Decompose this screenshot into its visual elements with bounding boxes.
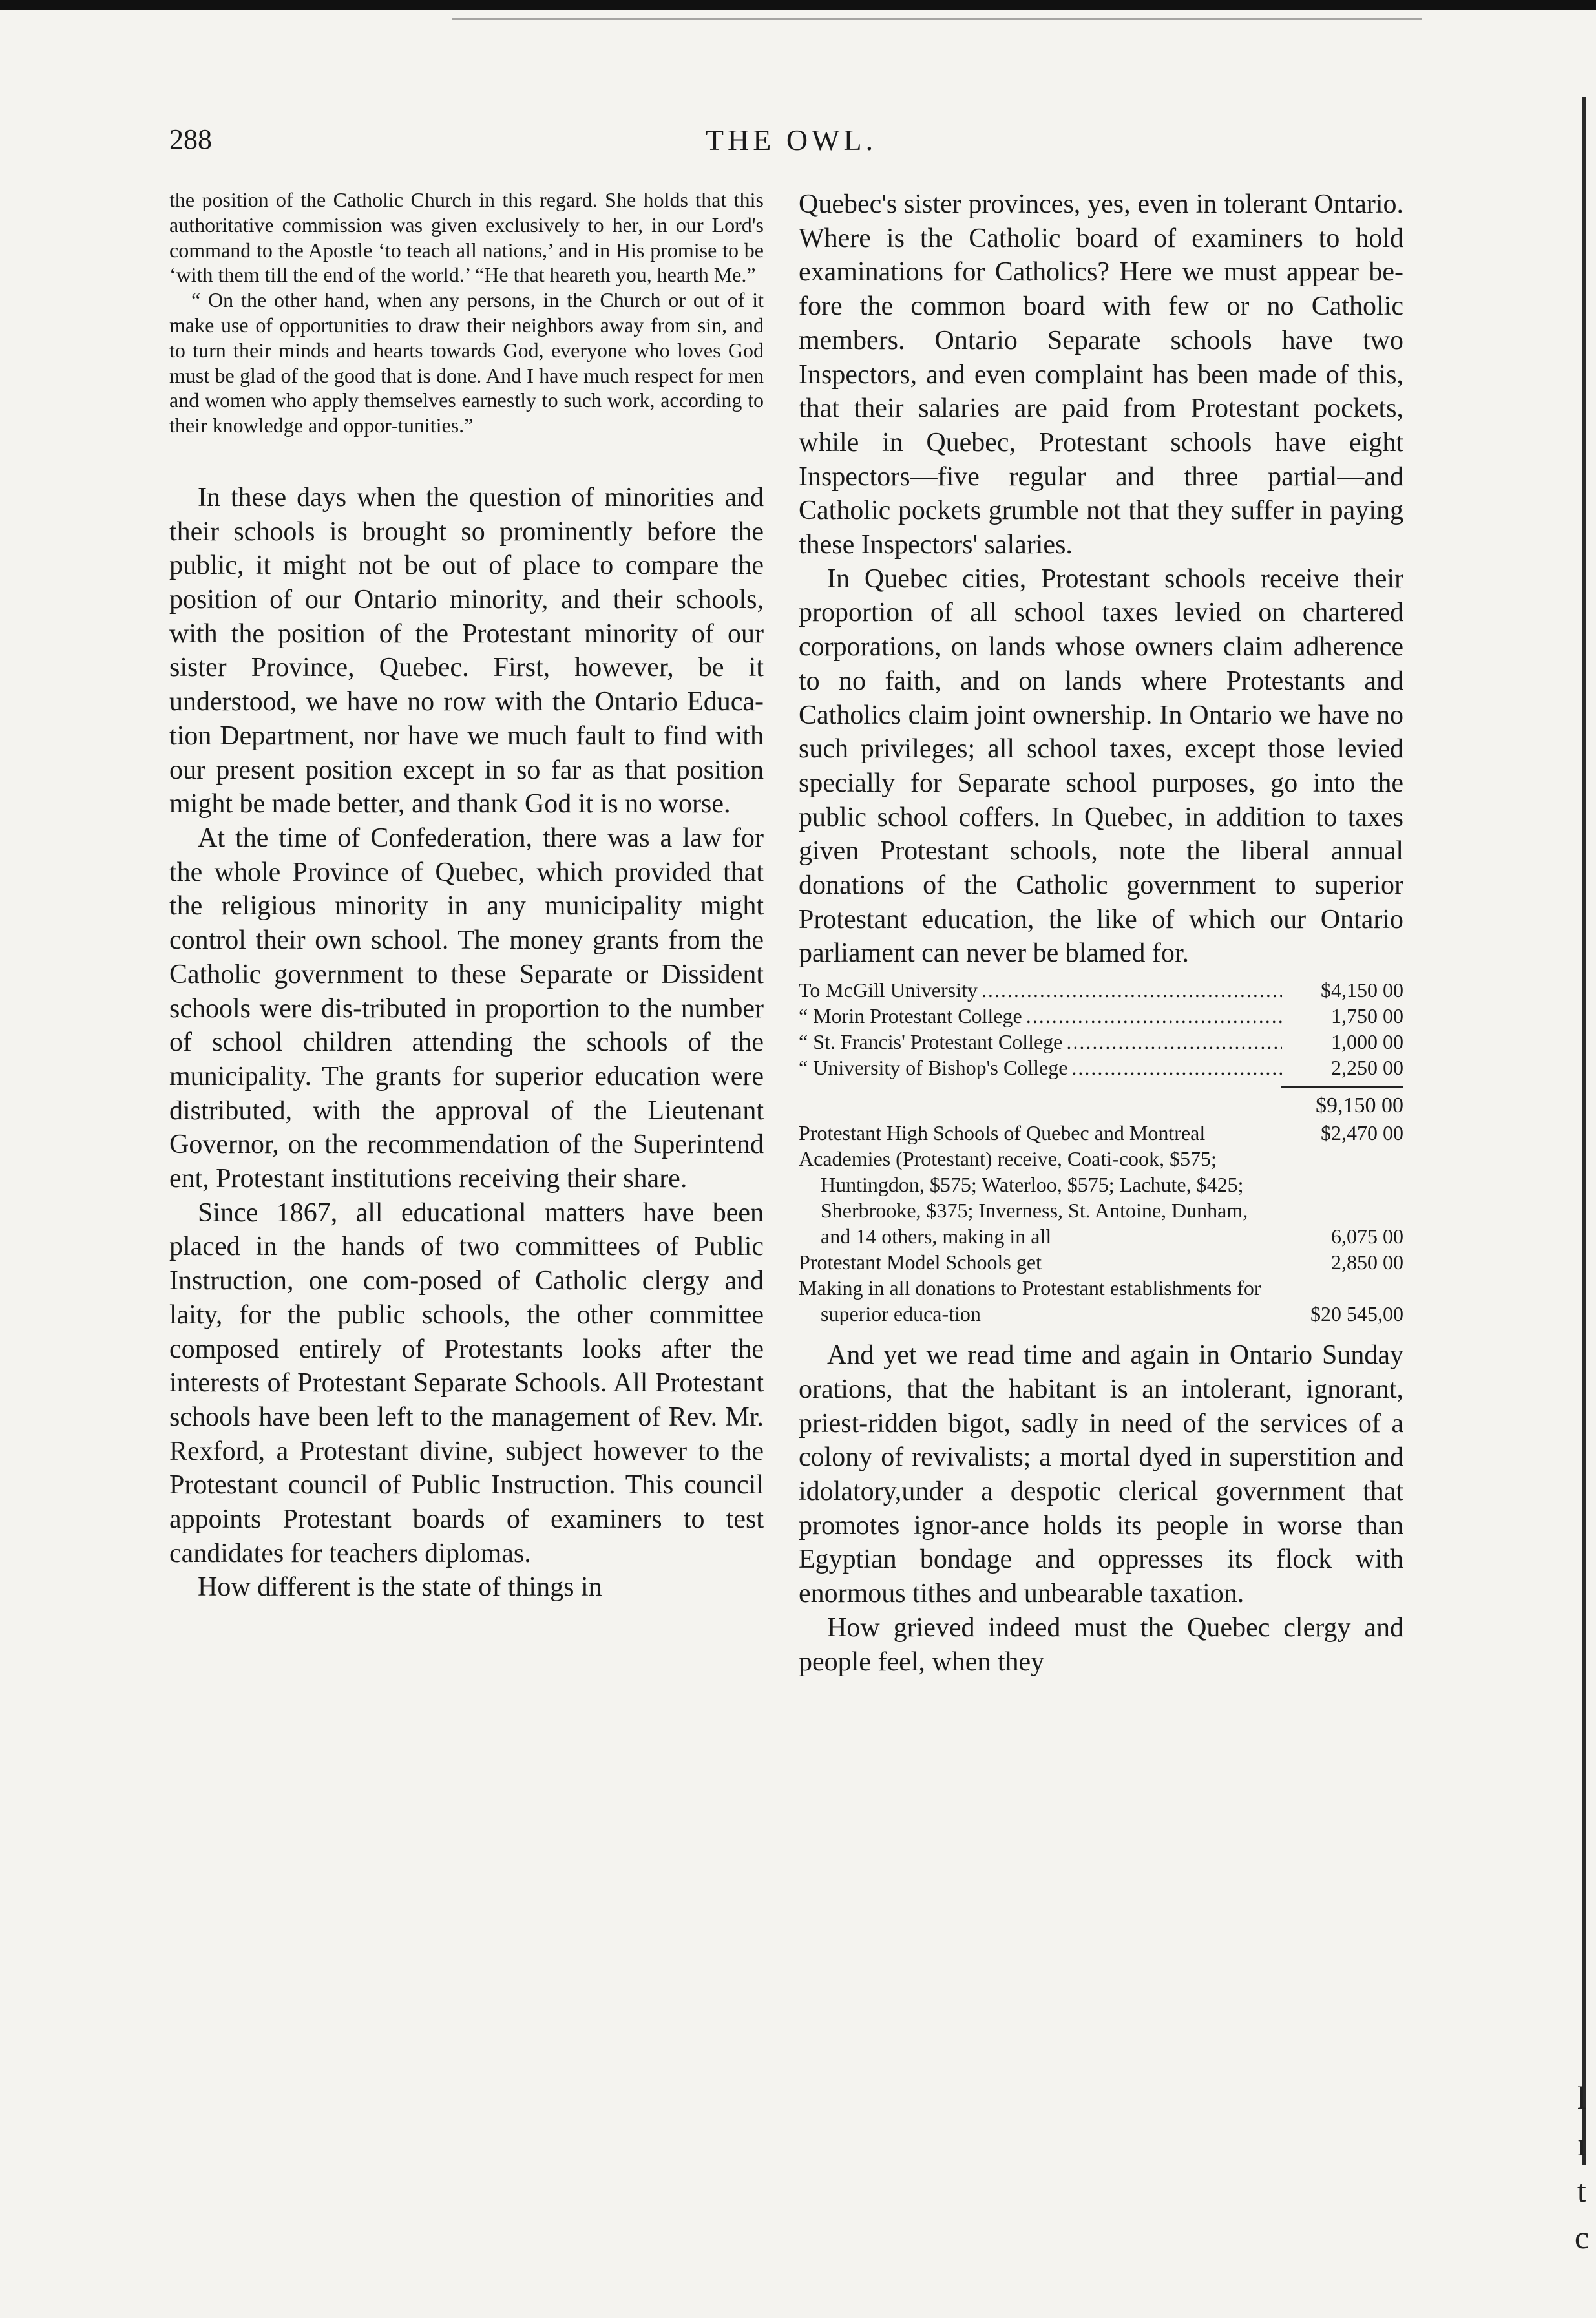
- donation-label: Protestant Model Schools get: [799, 1250, 1042, 1274]
- donation-amount: $4,150 00: [1321, 978, 1403, 1002]
- donation-row: [799, 1249, 1403, 1275]
- page-number: 288: [169, 123, 212, 155]
- journal-title: THE OWL.: [705, 123, 877, 156]
- donation-row: [799, 1029, 1403, 1055]
- donation-amount: 1,750 00: [1331, 1004, 1403, 1028]
- donation-label: “ University of Bishop's College .....: [799, 1055, 1282, 1080]
- right-body-text-bottom: [799, 1338, 1403, 1679]
- margin-bleed-marks: [1570, 2074, 1593, 2260]
- margin-mark: t: [1577, 2173, 1586, 2209]
- quote-paragraph: the position of the Catholic Church in this regard. She holds that this authoritative commission was given exclusively to her, in our Lord's command to the Apostle ‘to teach all nations,’ and in His promise to be ‘with them till the end of the world.’ “He that heareth you, hearth Me.”: [169, 188, 764, 287]
- donation-row: [799, 1146, 1403, 1249]
- donation-amount: 2,250 00: [1331, 1056, 1403, 1080]
- donation-label: Academies (Protestant) receive, Coati-cook, $575; Huntingdon, $575; Waterloo, $575; Lachute, $425; Sherbrooke, $375; Inverness, St. Antoine, Dunham, and 14 others, making in all: [799, 1147, 1248, 1249]
- donations-subtotal: $9,150 00: [1316, 1093, 1403, 1118]
- donation-label: To McGill University .....: [799, 977, 1282, 1003]
- top-faint-rule: [452, 18, 1422, 20]
- running-head: [169, 123, 1413, 168]
- margin-mark: l: [1577, 2080, 1586, 2116]
- paragraph: In Quebec cities, Protestant schools receive their proportion of all school taxes levied on chartered corporations, on lands whose owners claim adherence to no faith, and on lands where Protestants and Catholics claim joint ownership. In Ontario we have no such privileges; all school taxes, except those levied specially for Separate school purposes, go into the public school coffers. In Quebec, in addition to taxes given Protestant schools, note the liberal annual donations of the Catholic government to superior Protestant education, the like of which our Ontario parliament can never be blamed for.: [799, 564, 1403, 969]
- paragraph: In these days when the question of minorities and their schools is brought so prominently before the public, it might not be out of place to compare the position of our Ontario minority, and their schools, with the position of the Protestant minority of our sister Province, Quebec. First, however, be it understood, we have no row with the Ontario Educa-tion Department, nor have we much fault to find with our present position except in so far as that position might be made better, and thank God it is no worse.: [169, 482, 764, 819]
- donation-label: “ St. Francis' Protestant College .....: [799, 1029, 1282, 1055]
- donation-row: [799, 1055, 1403, 1080]
- donation-row: [799, 1003, 1403, 1029]
- donation-row: [799, 977, 1403, 1003]
- quote-paragraph: “ On the other hand, when any persons, in the Church or out of it make use of opportunities to draw their neighbors away from sin, and to turn their minds and hearts towards God, everyone who loves God must be glad of the good that is done. And I have much respect for men and women who apply themselves earnestly to such work, according to their knowledge and oppor-tunities.”: [169, 288, 764, 437]
- paragraph: Since 1867, all educational matters have been placed in the hands of two committees of Public Instruction, one com-posed of Catholic clergy and laity, for the public schools, the other committee composed entirely of Protestants looks after the interests of Protestant Separate Schools. All Protestant schools have been left to the management of Rev. Mr. Rexford, a Protestant divine, subject however to the Protestant council of Public Instruction. This council appoints Protestant boards of examiners to test candidates for teachers diplomas.: [169, 1197, 764, 1568]
- donation-amount: $20 545,00: [1310, 1302, 1403, 1326]
- paragraph: How different is the state of things in: [198, 1572, 602, 1603]
- left-body-text: [169, 481, 764, 1605]
- donation-amount: 1,000 00: [1331, 1030, 1403, 1054]
- block-quote: [169, 187, 764, 438]
- paragraph: Quebec's sister provinces, yes, even in tolerant Ontario. Where is the Catholic board of examiners to hold examinations for Catholics? Here we must appear be-fore the common board with few or no Catholic members. Ontario Separate schools have two Inspectors, and even complaint has been made of this, that their salaries are paid from Protestant pockets, while in Quebec, Protestant schools have eight Inspectors—five regular and three partial—and Catholic pockets grumble not that they suffer in paying these Inspectors' salaries.: [799, 189, 1403, 560]
- paragraph: At the time of Confederation, there was a law for the whole Province of Quebec, which provided that the religious minority in any municipality might control their own school. The money grants from the Catholic government to these Separate or Dissident schools were dis-tributed in proportion to the number of school children attending the schools of the municipality. The grants for superior education were distributed, with the approval of the Lieutenant Governor, on the recommendation of the Superintend ent, Protestant institutions receiving their share.: [169, 823, 764, 1194]
- margin-mark: c: [1574, 2219, 1590, 2255]
- subtotal-rule: [1281, 1086, 1403, 1088]
- donation-label: Protestant High Schools of Quebec and Montreal: [799, 1121, 1206, 1145]
- right-body-text-top: [799, 187, 1403, 971]
- donation-amount: 2,850 00: [1331, 1250, 1403, 1274]
- right-page-edge: [1582, 97, 1586, 2165]
- donation-label: “ Morin Protestant College .....: [799, 1003, 1282, 1029]
- paragraph: How grieved indeed must the Quebec clergy and people feel, when they: [799, 1612, 1403, 1677]
- donation-row: [799, 1275, 1403, 1327]
- donation-amount: $2,470 00: [1321, 1121, 1403, 1145]
- left-column: [169, 187, 764, 1605]
- margin-mark: ı: [1577, 2126, 1586, 2162]
- donations-list: [799, 977, 1403, 1327]
- paragraph: And yet we read time and again in Ontario Sunday orations, that the habitant is an intolerant, ignorant, priest-ridden bigot, sadly in need of the services of a colony of revivalists; a mortal dyed in superstition and idolatory,under a despotic clerical government that promotes ignor-ance holds its people in worse than Egyptian bondage and oppresses its flock with enormous tithes and unbearable taxation.: [799, 1340, 1403, 1609]
- donation-label: Making in all donations to Protestant establishments for superior educa-tion: [799, 1276, 1261, 1326]
- donation-amount: 6,075 00: [1331, 1225, 1403, 1249]
- top-border-rule: [0, 0, 1596, 10]
- donation-row: [799, 1120, 1403, 1146]
- right-column: [799, 187, 1403, 1679]
